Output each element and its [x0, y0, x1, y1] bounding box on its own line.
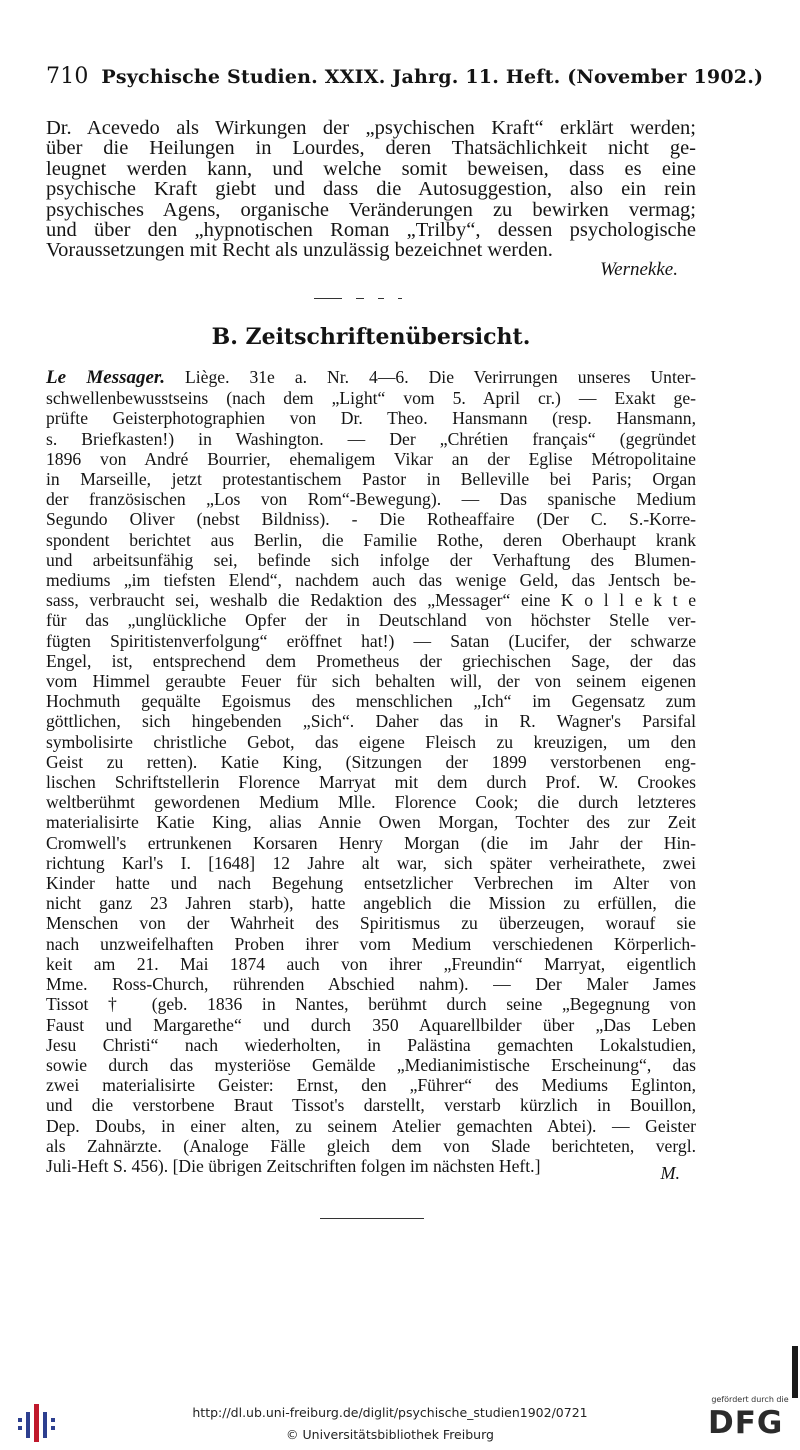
- text-line: fügten Spiritistenverfolgung“ eröffnet hat!) — Satan (Lucifer, der schwarze: [46, 630, 696, 651]
- text-line: Hochmuth gequälte Egoismus des menschlichen „Ich“ im Gegensatz zum: [46, 691, 696, 712]
- text-line: richtung Karl's I. [1648] 12 Jahre alt war, sich später verheirathete, zwei: [46, 852, 696, 873]
- separator-dash: [378, 298, 384, 299]
- text-line: Kinder hatte und nach Begehung entsetzlicher Verbrechen im Alter von: [46, 873, 696, 894]
- author-signature: Wernekke.: [600, 259, 678, 280]
- text-line: nicht ganz 23 Jahren starb), hatte angeblich die Mission zu erfüllen, die: [46, 893, 696, 914]
- text-line: [46, 367, 696, 388]
- text-line: Menschen von der Wahrheit des Spiritismus zu überzeugen, worauf sie: [46, 913, 696, 934]
- section-heading: B. Zeitschriftenübersicht.: [211, 324, 531, 350]
- text-line: und die verstorbene Braut Tissot's darstellt, verstarb kürzlich in Bouillon,: [46, 1095, 696, 1116]
- text-line: und arbeitsunfähig sei, befinde sich infolge der Verhaftung des Blumen-: [46, 549, 696, 570]
- text-line: nach unzweifelhaften Proben ihrer vom Medium verschiedenen Körperlich-: [46, 933, 696, 954]
- dfg-tagline: gefördert durch die: [711, 1395, 789, 1404]
- scan-edge-mark: [792, 1346, 798, 1398]
- text-line: spondent berichtet aus Berlin, die Familie Rothe, deren Oberhaupt krank: [46, 529, 696, 550]
- text-line: Dep. Doubs, in einer alten, zu seinem Atelier gemachten Abtei). — Geister: [46, 1115, 696, 1136]
- separator-dash: [398, 298, 402, 299]
- text-line: Geist zu retten). Katie King, (Sitzungen der 1899 verstorbenen eng-: [46, 751, 696, 772]
- text-line: symbolisirte christliche Gebot, das eigene Fleisch zu kreuzigen, um den: [46, 731, 696, 752]
- text-line: über die Heilungen in Lourdes, deren Thatsächlichkeit nicht ge-: [46, 137, 696, 160]
- text-line: Tissot † (geb. 1836 in Nantes, berühmt durch seine „Begegnung von: [46, 994, 696, 1015]
- text-line: für das „unglückliche Opfer der in Deutschland von höchster Stelle ver-: [46, 610, 696, 631]
- text-line: sass, verbraucht sei, weshalb die Redaktion des „Messager“ eine K o l l e k t e: [46, 590, 696, 611]
- text-line: Voraussetzungen mit Recht als unzulässig bezeichnet werden.: [46, 239, 553, 262]
- text-line: materialisirte Katie King, alias Annie Owen Morgan, Tochter des zur Zeit: [46, 812, 696, 833]
- dfg-logo: DFG: [708, 1405, 784, 1441]
- text-line: psychisches Agens, organische Veränderungen zu bewirken vermag;: [46, 198, 696, 221]
- text-line: Mme. Ross-Church, rührenden Abschied nahm). — Der Maler James: [46, 974, 696, 995]
- text-line: Juli-Heft S. 456). [Die übrigen Zeitschriften folgen im nächsten Heft.]: [46, 1155, 541, 1176]
- text-line: Faust und Margarethe“ und durch 350 Aquarellbilder über „Das Leben: [46, 1014, 696, 1035]
- separator-dash: [314, 298, 342, 299]
- text-line: sowie durch das mysteriöse Gemälde „Medianimistische Erscheinung“, das: [46, 1054, 696, 1075]
- text-line: zwei materialisirte Geister: Ernst, den „Führer“ des Mediums Eglinton,: [46, 1075, 696, 1096]
- review-signature: M.: [660, 1163, 680, 1183]
- paragraph-continuation: [46, 118, 696, 261]
- text-line: mediums „im tiefsten Elend“, nachdem auch das wenige Geld, das Jentsch be-: [46, 570, 696, 591]
- text-line: Cromwell's ertrunkenen Korsaren Henry Morgan (die im Jahr der Hin-: [46, 832, 696, 853]
- journal-name: Le Messager.: [46, 367, 166, 388]
- digital-library-footer: [0, 1392, 800, 1450]
- text-line: leugnet werden kann, und welche somit beweisen, dass es eine: [46, 157, 696, 180]
- text-line: s. Briefkasten!) in Washington. — Der „Chrétien français“ (gegründet: [46, 428, 696, 449]
- running-title: Psychische Studien. XXIX. Jahrg. 11. Heft. (November 1902.): [101, 66, 764, 88]
- text-line: weltberühmt gewordenen Medium Mlle. Florence Cook; die durch letzteres: [46, 792, 696, 813]
- text-line: lischen Schriftstellerin Florence Marryat mit dem durch Prof. W. Crookes: [46, 772, 696, 793]
- ub-freiburg-logo-icon: [14, 1396, 60, 1444]
- text-line: und über den „hypnotischen Roman „Trilby“, dessen psychologische: [46, 219, 696, 242]
- text-line: Dr. Acevedo als Wirkungen der „psychischen Kraft“ erklärt werden;: [46, 117, 696, 139]
- text-line: psychische Kraft giebt und dass die Autosuggestion, also ein rein: [46, 178, 696, 201]
- running-header: [46, 64, 764, 89]
- end-rule: [320, 1218, 424, 1219]
- text-line-content: Liège. 31e a. Nr. 4—6. Die Verirrungen unseres Unter-: [185, 367, 697, 387]
- text-line: Jesu Christi“ nach wiederholten, in Palästina gemachten Lokalstudien,: [46, 1034, 696, 1055]
- text-line: 1896 von André Bourrier, ehemaligem Vikar an der Eglise Métropolitaine: [46, 448, 696, 469]
- text-line: der französischen „Los von Rom“-Bewegung). — Das spanische Medium: [46, 489, 696, 510]
- text-line: Engel, ist, entsprechend dem Prometheus der griechischen Sage, der das: [46, 650, 696, 671]
- permalink-url[interactable]: http://dl.ub.uni-freiburg.de/diglit/psychische_studien1902/0721: [192, 1405, 588, 1420]
- text-line: als Zahnärzte. (Analoge Fälle gleich dem von Slade berichteten, vergl.: [46, 1135, 696, 1156]
- text-line: vom Himmel geraubte Feuer für sich behalten will, der von seinem eigenen: [46, 671, 696, 692]
- text-line: in Marseille, jetzt protestantischem Pastor in Belleville bei Paris; Organ: [46, 469, 696, 490]
- page-number: 710: [46, 64, 89, 89]
- dfg-sponsor: [704, 1395, 794, 1445]
- copyright-notice: © Universitätsbibliothek Freiburg: [286, 1427, 494, 1442]
- journal-review: [46, 367, 696, 1176]
- text-line: göttlichen, sich hingebenden „Sich“. Daher das in R. Wagner's Parsifal: [46, 711, 696, 732]
- separator-dash: [356, 298, 364, 299]
- text-line: Segundo Oliver (nebst Bildniss). - Die Rotheaffaire (Der C. S.-Korre-: [46, 509, 696, 530]
- text-line: keit am 21. Mai 1874 auch von ihrer „Freundin“ Marryat, eigentlich: [46, 953, 696, 974]
- text-line: prüfte Geisterphotographien von Dr. Theo. Hansmann (resp. Hansmann,: [46, 408, 696, 429]
- text-line: schwellenbewusstseins (nach dem „Light“ vom 5. April cr.) — Exakt ge-: [46, 388, 696, 409]
